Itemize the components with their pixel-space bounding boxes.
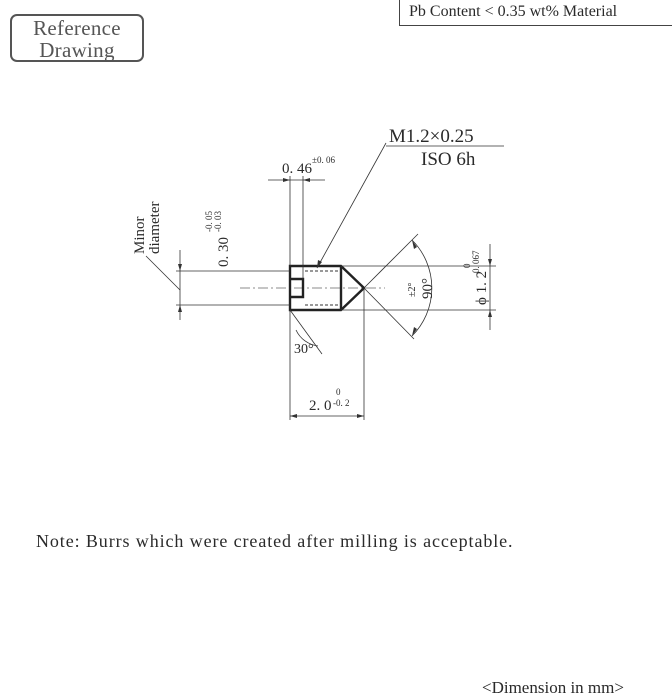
material-box: Pb Content < 0.35 wt% Material <box>399 0 672 26</box>
point-angle-value: 90° <box>420 278 436 299</box>
stamp-line1: Reference <box>33 16 121 40</box>
thread-tolerance-class: ISO 6h <box>421 149 476 170</box>
dim-arrow <box>178 305 182 312</box>
length-value: 2. 0 <box>309 398 332 414</box>
note-text: Note: Burrs which were created after milling is acceptable. <box>36 531 514 551</box>
dim-arrow <box>178 264 182 271</box>
leader-line <box>146 256 180 290</box>
dim-arrow <box>488 310 492 317</box>
minor-diameter-label-line2: diameter <box>147 201 163 254</box>
thread-spec: M1.2×0.25 <box>389 126 474 147</box>
slot-width-value: 0. 46 <box>282 161 312 177</box>
major-diameter-lower-tol: -0. 067 <box>471 250 481 276</box>
major-diameter-upper-tol: 0 <box>462 263 472 268</box>
length-upper-tol: 0 <box>336 387 341 397</box>
minor-diameter-label-line1: Minor <box>132 216 148 254</box>
slot-angle-value: 30° <box>294 342 314 357</box>
dim-arrow <box>290 414 297 418</box>
minor-diameter-value: 0. 30 <box>216 237 232 267</box>
slot-width-tolerance: ±0. 06 <box>312 155 335 165</box>
major-diameter-value: ϕ 1. 2 <box>474 270 490 305</box>
length-lower-tol: -0. 2 <box>333 398 350 408</box>
angle-extension-line <box>364 234 418 288</box>
minor-diameter-lower-tol: -0. 03 <box>213 211 223 232</box>
dim-arrow <box>283 178 290 182</box>
dimension-unit-label: <Dimension in mm> <box>482 678 624 697</box>
minor-diameter-upper-tol: -0. 05 <box>204 211 214 232</box>
dim-arrow <box>357 414 364 418</box>
stamp-line2: Drawing <box>39 38 115 62</box>
dim-arrow <box>488 259 492 266</box>
point-angle-tolerance: ±2° <box>407 282 418 297</box>
dim-arrow <box>303 178 310 182</box>
